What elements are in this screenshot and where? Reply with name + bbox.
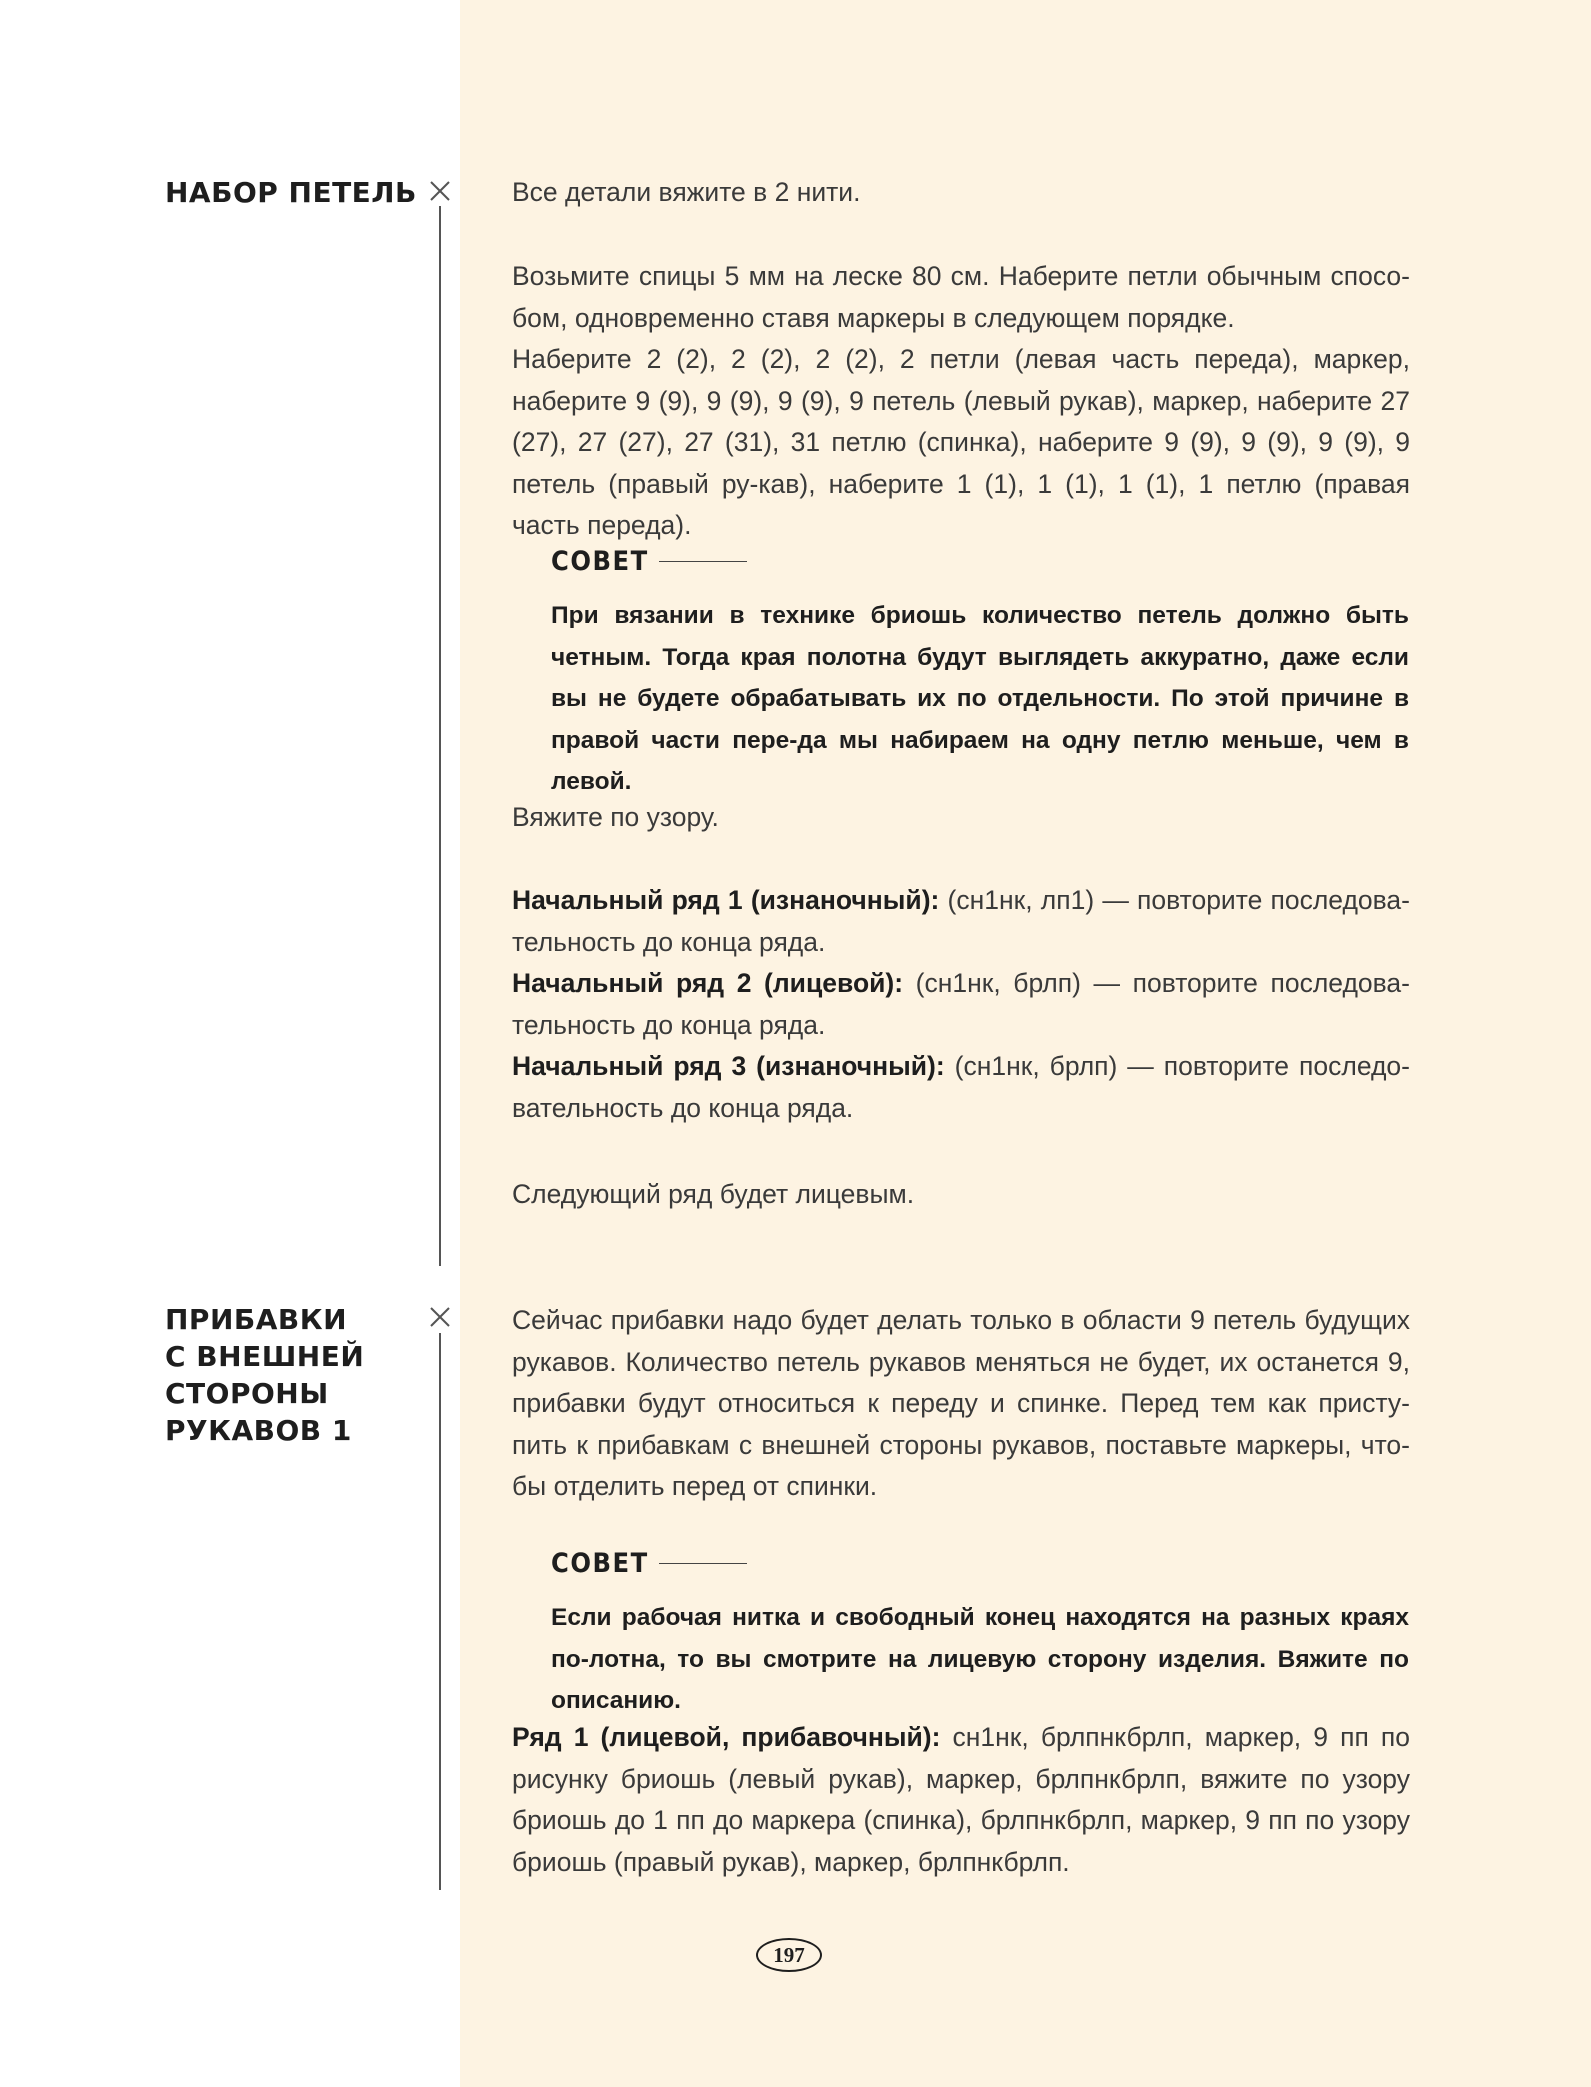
row-label: Начальный ряд 3 (изнаночный): — [512, 1051, 945, 1081]
row-label: Начальный ряд 1 (изнаночный): — [512, 885, 940, 915]
section-divider-line — [439, 206, 441, 1266]
row-text: (сн1нк, лп1) — повторите последова-тельность до конца ряда. — [512, 885, 1410, 957]
section1-text-block-3 — [512, 797, 1410, 839]
row-text: (сн1нк, брлп) — повторите последова-тельность до конца ряда. — [512, 968, 1410, 1040]
row-label: Ряд 1 (лицевой, прибавочный): — [512, 1722, 941, 1752]
tip-text: Если рабочая нитка и свободный конец находятся на разных краях по-лотна, то вы смотрите на лицевую сторону изделия. Вяжите по описанию. — [551, 1604, 1409, 1714]
cross-marker-icon — [426, 1303, 454, 1331]
section1-rows — [512, 880, 1410, 1129]
tip-box — [551, 541, 1409, 803]
intro-paragraph: Все детали вяжите в 2 нити. — [512, 177, 861, 207]
page-number: 197 — [756, 1938, 822, 1972]
row-text: (сн1нк, брлп) — повторите последо-вательность до конца ряда. — [512, 1051, 1410, 1123]
tip-rule — [659, 561, 747, 562]
section2-text-block-1 — [512, 1300, 1410, 1508]
section-title-sleeve-increases: ПРИБАВКИ С ВНЕШНЕЙ СТОРОНЫ РУКАВОВ 1 — [165, 1303, 365, 1447]
cross-marker-icon — [426, 177, 454, 205]
row-label: Начальный ряд 2 (лицевой): — [512, 968, 904, 998]
tip-rule — [659, 1563, 747, 1564]
tip-box — [551, 1543, 1409, 1722]
section-title-cast-on: НАБОР ПЕТЕЛЬ — [165, 176, 417, 209]
row-instruction — [512, 963, 1410, 1046]
tip-title: СОВЕТ — [551, 545, 649, 577]
cast-on-paragraph: Возьмите спицы 5 мм на леске 80 см. Наберите петли обычным спосо-бом, одновременно ставя маркеры в следующем порядке. Наберите 2 (2), 2 (2), 2 (2), 2 петли (левая часть переда), маркер, наберите 9 (9), 9 (9), 9 (9), 9 петель (левый рукав), маркер, наберите 27 (27), 27 (27), 27 (31), 31 петлю (спинка), наберите 9 (9), 9 (9), 9 (9), 9 петель (правый ру-кав), наберите 1 (1), 1 (1), 1 (1), 1 петлю (правая часть переда). — [512, 261, 1410, 540]
row-instruction — [512, 1717, 1410, 1883]
tip-title: СОВЕТ — [551, 1547, 649, 1579]
row-instruction — [512, 880, 1410, 963]
section1-text-block-2 — [512, 256, 1410, 547]
section1-text-block-4 — [512, 1174, 1410, 1216]
increase-intro-paragraph: Сейчас прибавки надо будет делать только в области 9 петель будущих рукавов. Количество петель рукавов меняться не будет, их останется 9, прибавки будут относиться к переду и спинке. Перед тем как присту-пить к прибавкам с внешней стороны рукавов, поставьте маркеры, что-бы отделить перед от спинки. — [512, 1305, 1410, 1501]
row-instruction — [512, 1046, 1410, 1129]
row-text: сн1нк, брлпнкбрлп, маркер, 9 пп по рисунку бриошь (левый рукав), маркер, брлпнкбрлп, вяжите по узору бриошь до 1 пп до маркера (спинка), брлпнкбрлп, маркер, 9 пп по узору бриошь (правый рукав), маркер, брлпнкбрлп. — [512, 1722, 1410, 1877]
section-divider-line — [439, 1333, 441, 1890]
section1-text-block-1 — [512, 172, 1410, 214]
tip-text: При вязании в технике бриошь количество петель должно быть четным. Тогда края полотна будут выглядеть аккуратно, даже если вы не будете обрабатывать их по отдельности. По этой причине в правой части пере-да мы набираем на одну петлю меньше, чем в левой. — [551, 602, 1409, 795]
pattern-intro: Вяжите по узору. — [512, 802, 719, 832]
next-row-note: Следующий ряд будет лицевым. — [512, 1179, 915, 1209]
section2-rows — [512, 1717, 1410, 1883]
